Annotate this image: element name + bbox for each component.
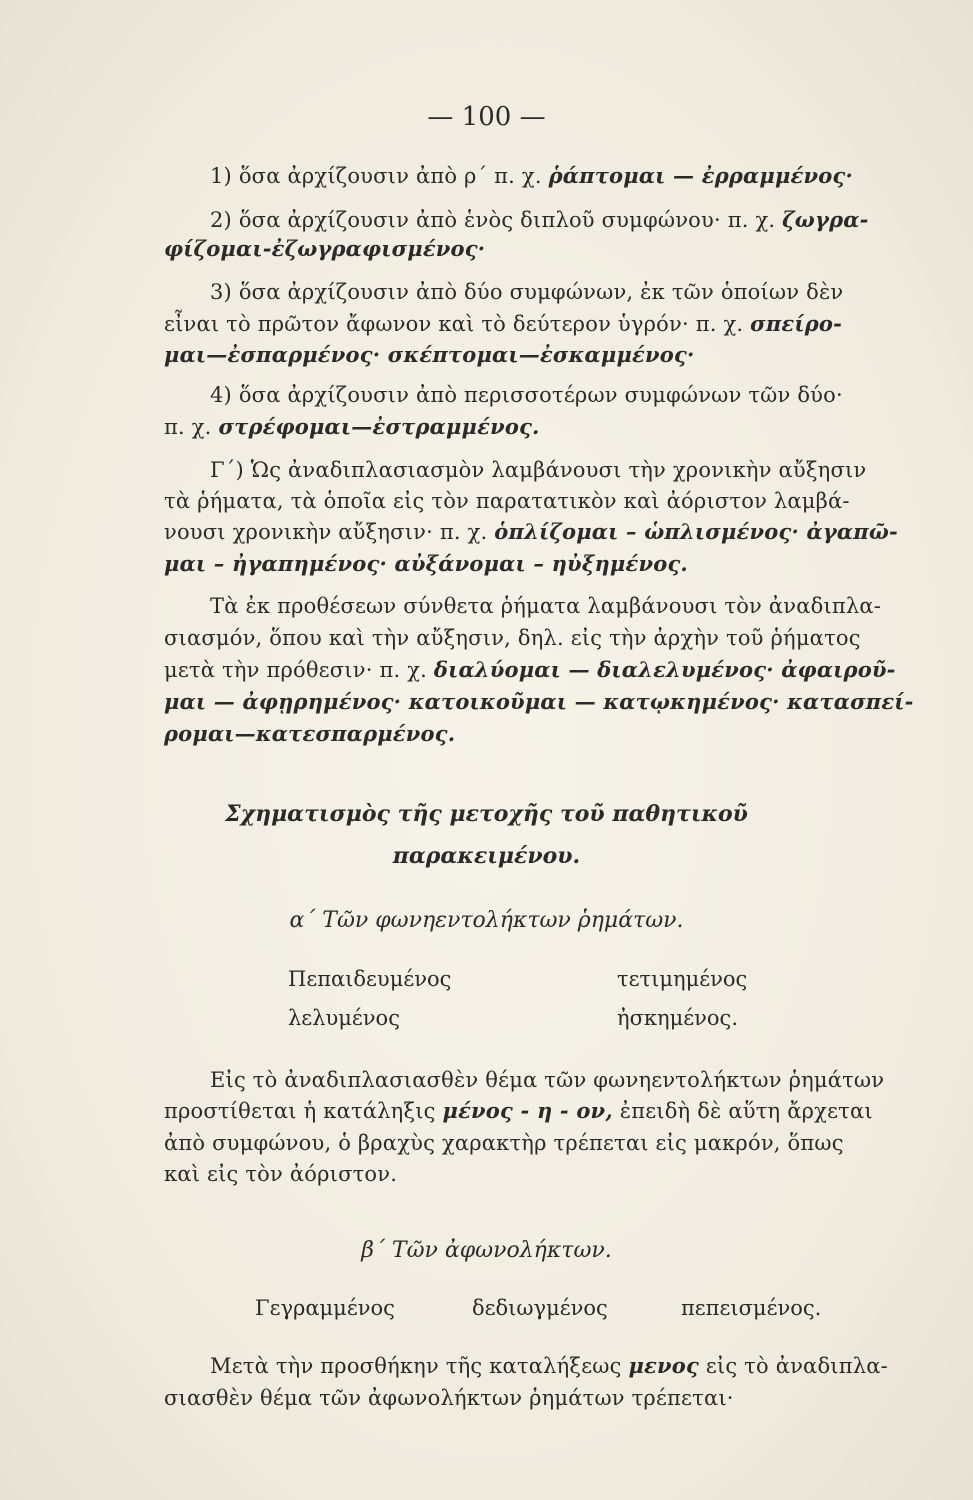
text-line-6: μαι—ἐσπαρμένος· σκέπτομαι—ἐσκαμμένος· <box>164 342 695 367</box>
section-heading-line-1: Σχηματισμὸς τῆς μετοχῆς τοῦ παθητικοῦ <box>225 801 748 827</box>
example-word: τετιμημένος <box>617 967 748 991</box>
section-heading-line-2: παρακειμένου. <box>392 843 581 869</box>
example-word: Γεγραμμένος <box>255 1296 395 1320</box>
subsection-title-a: α΄ Τῶν φωνηεντολήκτων ῥημάτων. <box>289 908 684 933</box>
text-line-2: 2) ὅσα ἀρχίζουσιν ἀπὸ ἑνὸς διπλοῦ συμφώνου· π. χ. ζωγρα- <box>210 207 869 232</box>
text-line-a3: ἀπὸ συμφώνου, ὁ βραχὺς χαρακτὴρ τρέπεται εἰς μακρόν, ὅπως <box>164 1131 844 1155</box>
text-line-10: τὰ ῥήματα, τὰ ὁποῖα εἰς τὸν παρατατικὸν καὶ ἀόριστον λαμβά- <box>164 489 850 513</box>
text-line-11: νουσι χρονικὴν αὔξησιν· π. χ. ὁπλίζομαι – ὡπλισμένος· ἀγαπῶ- <box>164 519 898 544</box>
text-line-a1: Εἰς τὸ ἀναδιπλασιασθὲν θέμα τῶν φωνηεντολήκτων ῥημάτων <box>210 1068 885 1092</box>
example-word: λελυμένος <box>288 1006 400 1030</box>
page-number: — 100 — <box>427 102 546 132</box>
text-line-15: μετὰ τὴν πρόθεσιν· π. χ. διαλύομαι — διαλελυμένος· ἀφαιροῦ- <box>164 657 896 682</box>
text-line-b2: σιασθὲν θέμα τῶν ἀφωνολήκτων ῥημάτων τρέπεται· <box>164 1386 734 1410</box>
text-line-13: Τὰ ἐκ προθέσεων σύνθετα ῥήματα λαμβάνουσι τὸν ἀναδιπλα- <box>210 594 882 618</box>
text-line-17: ρομαι—κατεσπαρμένος. <box>164 721 456 746</box>
subsection-title-b: β΄ Τῶν ἀφωνολήκτων. <box>361 1238 612 1263</box>
example-word: πεπεισμένος. <box>681 1296 822 1320</box>
text-line-1: 1) ὅσα ἀρχίζουσιν ἀπὸ ρ΄ π. χ. ῥάπτομαι — ἐρραμμένος· <box>210 163 853 188</box>
text-line-4: 3) ὅσα ἀρχίζουσιν ἀπὸ δύο συμφώνων, ἐκ τῶν ὁποίων δὲν <box>210 280 844 304</box>
example-word: δεδιωγμένος <box>472 1296 608 1320</box>
text-line-7: 4) ὅσα ἀρχίζουσιν ἀπὸ περισσοτέρων συμφώνων τῶν δύο· <box>210 383 843 407</box>
text-line-12: μαι – ἠγαπημένος· αὐξάνομαι – ηὐξημένος. <box>164 551 688 576</box>
text-line-b1: Μετὰ τὴν προσθήκην τῆς καταλήξεως μενος εἰς τὸ ἀναδιπλα- <box>210 1353 888 1378</box>
text-line-14: σιασμόν, ὅπου καὶ τὴν αὔξησιν, δηλ. εἰς τὴν ἀρχὴν τοῦ ῥήματος <box>164 626 861 650</box>
text-line-8: π. χ. στρέφομαι—ἐστραμμένος. <box>164 414 540 439</box>
text-line-9: Γ΄) Ὡς ἀναδιπλασιασμὸν λαμβάνουσι τὴν χρονικὴν αὔξησιν <box>210 458 867 482</box>
text-line-a4: καὶ εἰς τὸν ἀόριστον. <box>164 1162 398 1186</box>
example-word: Πεπαιδευμένος <box>288 967 452 991</box>
text-line-5: εἶναι τὸ πρῶτον ἄφωνον καὶ τὸ δεύτερον ὑγρόν· π. χ. σπείρο- <box>164 311 843 336</box>
text-line-a2: προστίθεται ἡ κατάληξις μένος - η - ον, ἐπειδὴ δὲ αὕτη ἄρχεται <box>164 1098 873 1123</box>
example-word: ἠσκημένος. <box>617 1006 738 1030</box>
text-line-3: φίζομαι-ἐζωγραφισμένος· <box>164 236 486 261</box>
text-line-16: μαι — ἀφῃρημένος· κατοικοῦμαι — κατῳκημένος· κατασπεί- <box>164 689 914 714</box>
